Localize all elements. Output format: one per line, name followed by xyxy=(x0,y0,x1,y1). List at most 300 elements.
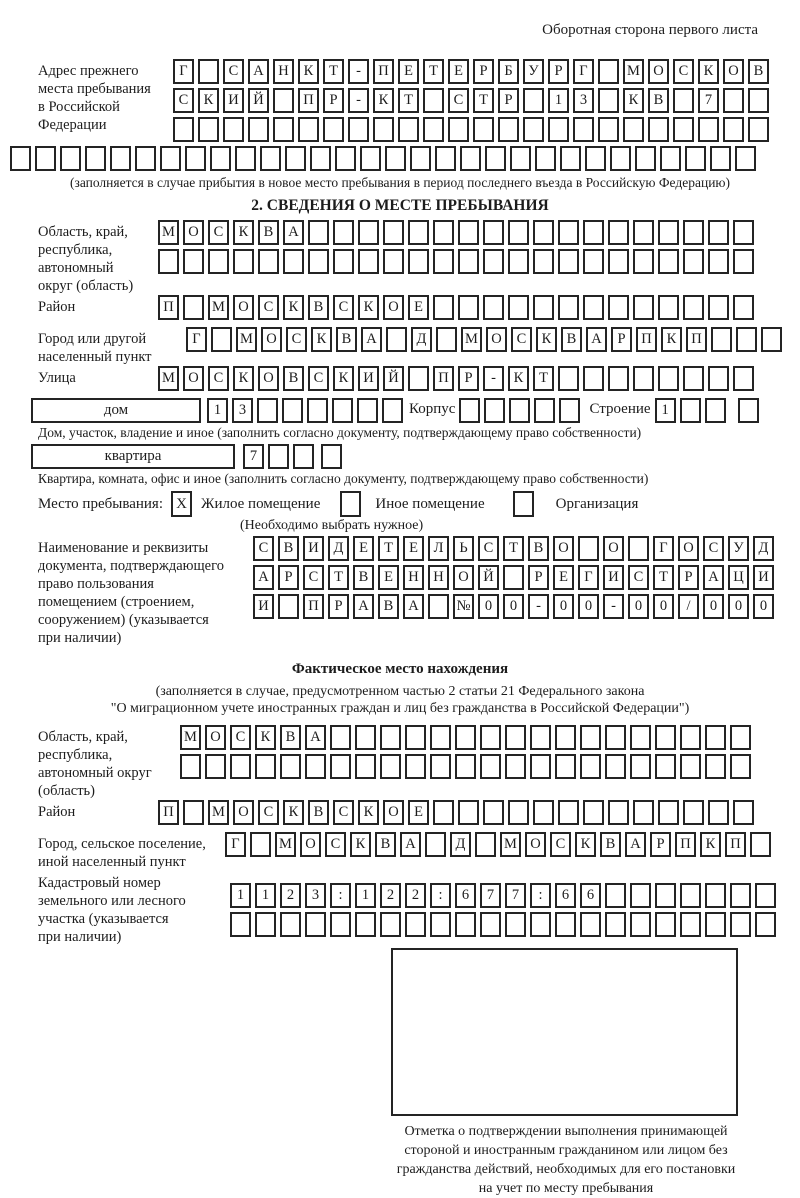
form-cell[interactable]: : xyxy=(530,883,551,908)
form-cell[interactable] xyxy=(605,725,626,750)
form-cell[interactable]: Й xyxy=(478,565,499,590)
form-cell[interactable] xyxy=(598,59,619,84)
form-cell[interactable]: П xyxy=(298,88,319,113)
form-cell[interactable]: Р xyxy=(328,594,349,619)
form-cell[interactable] xyxy=(580,754,601,779)
form-cell[interactable]: Р xyxy=(458,366,479,391)
form-cell[interactable]: К xyxy=(358,800,379,825)
form-cell[interactable]: Ь xyxy=(453,536,474,561)
form-cell[interactable] xyxy=(708,366,729,391)
form-cell[interactable] xyxy=(405,725,426,750)
form-cell[interactable]: 7 xyxy=(505,883,526,908)
form-cell[interactable]: К xyxy=(661,327,682,352)
form-cell[interactable] xyxy=(736,327,757,352)
form-cell[interactable] xyxy=(655,912,676,937)
form-cell[interactable]: С xyxy=(253,536,274,561)
form-cell[interactable]: Е xyxy=(553,565,574,590)
form-cell[interactable]: М xyxy=(180,725,201,750)
form-cell[interactable] xyxy=(673,117,694,142)
form-cell[interactable] xyxy=(330,912,351,937)
form-cell[interactable] xyxy=(183,295,204,320)
form-cell[interactable]: О xyxy=(183,366,204,391)
form-cell[interactable] xyxy=(60,146,81,171)
form-cell[interactable]: К xyxy=(283,295,304,320)
form-cell[interactable] xyxy=(273,88,294,113)
form-cell[interactable]: К xyxy=(333,366,354,391)
form-cell[interactable]: Т xyxy=(503,536,524,561)
form-cell[interactable]: К xyxy=(350,832,371,857)
form-cell[interactable]: К xyxy=(283,800,304,825)
form-cell[interactable]: Е xyxy=(408,295,429,320)
form-cell[interactable] xyxy=(173,117,194,142)
form-cell[interactable] xyxy=(433,295,454,320)
form-cell[interactable]: П xyxy=(686,327,707,352)
form-cell[interactable]: О xyxy=(383,295,404,320)
form-cell[interactable] xyxy=(455,725,476,750)
form-cell[interactable]: В xyxy=(283,366,304,391)
form-cell[interactable]: С xyxy=(258,295,279,320)
form-cell[interactable] xyxy=(505,725,526,750)
form-cell[interactable] xyxy=(685,146,706,171)
form-cell[interactable] xyxy=(598,117,619,142)
form-cell[interactable] xyxy=(710,146,731,171)
form-cell[interactable] xyxy=(483,220,504,245)
form-cell[interactable] xyxy=(530,725,551,750)
form-cell[interactable] xyxy=(310,146,331,171)
form-cell[interactable]: Д xyxy=(328,536,349,561)
form-cell[interactable] xyxy=(580,725,601,750)
form-cell[interactable] xyxy=(509,398,530,423)
form-cell[interactable] xyxy=(428,594,449,619)
form-cell[interactable] xyxy=(630,883,651,908)
form-cell[interactable] xyxy=(628,536,649,561)
form-cell[interactable]: - xyxy=(483,366,504,391)
form-cell[interactable] xyxy=(733,295,754,320)
form-cell[interactable] xyxy=(305,754,326,779)
form-cell[interactable]: 7 xyxy=(480,883,501,908)
form-cell[interactable]: О xyxy=(258,366,279,391)
form-cell[interactable] xyxy=(355,754,376,779)
form-cell[interactable]: К xyxy=(233,220,254,245)
form-cell[interactable] xyxy=(735,146,756,171)
form-cell[interactable] xyxy=(423,88,444,113)
form-cell[interactable] xyxy=(510,146,531,171)
form-cell[interactable] xyxy=(658,220,679,245)
form-cell[interactable] xyxy=(733,249,754,274)
form-cell[interactable]: В xyxy=(258,220,279,245)
form-cell[interactable]: В xyxy=(375,832,396,857)
form-cell[interactable] xyxy=(708,220,729,245)
form-cell[interactable] xyxy=(738,398,759,423)
form-cell[interactable] xyxy=(360,146,381,171)
form-cell[interactable] xyxy=(183,800,204,825)
form-cell[interactable]: Р xyxy=(473,59,494,84)
form-cell[interactable]: П xyxy=(675,832,696,857)
form-cell[interactable]: И xyxy=(303,536,324,561)
form-cell[interactable] xyxy=(750,832,771,857)
form-cell[interactable]: К xyxy=(575,832,596,857)
form-cell[interactable]: С xyxy=(303,565,324,590)
form-cell[interactable] xyxy=(433,249,454,274)
form-cell[interactable] xyxy=(573,117,594,142)
form-cell[interactable]: О xyxy=(648,59,669,84)
form-cell[interactable] xyxy=(223,117,244,142)
form-cell[interactable] xyxy=(635,146,656,171)
form-cell[interactable]: М xyxy=(275,832,296,857)
form-cell[interactable]: А xyxy=(625,832,646,857)
form-cell[interactable]: Н xyxy=(428,565,449,590)
form-cell[interactable] xyxy=(386,327,407,352)
form-cell[interactable] xyxy=(761,327,782,352)
form-cell[interactable]: Л xyxy=(428,536,449,561)
form-cell[interactable]: 0 xyxy=(503,594,524,619)
form-cell[interactable] xyxy=(583,800,604,825)
form-cell[interactable]: К xyxy=(255,725,276,750)
form-cell[interactable]: К xyxy=(698,59,719,84)
form-cell[interactable] xyxy=(623,117,644,142)
form-cell[interactable] xyxy=(283,249,304,274)
form-cell[interactable] xyxy=(708,295,729,320)
form-cell[interactable] xyxy=(505,754,526,779)
form-cell[interactable] xyxy=(733,366,754,391)
form-cell[interactable]: А xyxy=(403,594,424,619)
form-cell[interactable]: К xyxy=(298,59,319,84)
form-cell[interactable] xyxy=(698,117,719,142)
form-cell[interactable]: И xyxy=(358,366,379,391)
form-cell[interactable]: О xyxy=(383,800,404,825)
form-cell[interactable] xyxy=(255,912,276,937)
form-cell[interactable] xyxy=(508,220,529,245)
form-cell[interactable] xyxy=(733,220,754,245)
form-cell[interactable]: О xyxy=(486,327,507,352)
form-cell[interactable] xyxy=(558,220,579,245)
form-cell[interactable]: А xyxy=(353,594,374,619)
form-cell[interactable] xyxy=(608,366,629,391)
form-cell[interactable] xyxy=(558,366,579,391)
stay-type-checkbox-organization[interactable] xyxy=(513,491,534,517)
form-cell[interactable] xyxy=(473,117,494,142)
form-cell[interactable] xyxy=(583,366,604,391)
form-cell[interactable]: А xyxy=(253,565,274,590)
form-cell[interactable] xyxy=(380,725,401,750)
form-cell[interactable] xyxy=(198,59,219,84)
form-cell[interactable]: О xyxy=(183,220,204,245)
form-cell[interactable]: Г xyxy=(186,327,207,352)
form-cell[interactable]: Р xyxy=(323,88,344,113)
form-cell[interactable]: Г xyxy=(173,59,194,84)
form-cell[interactable]: Т xyxy=(398,88,419,113)
form-cell[interactable]: Б xyxy=(498,59,519,84)
form-cell[interactable] xyxy=(655,754,676,779)
form-cell[interactable] xyxy=(183,249,204,274)
form-cell[interactable] xyxy=(285,146,306,171)
form-cell[interactable] xyxy=(475,832,496,857)
form-cell[interactable] xyxy=(533,295,554,320)
form-cell[interactable] xyxy=(480,754,501,779)
form-cell[interactable] xyxy=(423,117,444,142)
form-cell[interactable]: Р xyxy=(528,565,549,590)
form-cell[interactable] xyxy=(330,725,351,750)
form-cell[interactable]: : xyxy=(430,883,451,908)
form-cell[interactable] xyxy=(633,800,654,825)
form-cell[interactable]: С xyxy=(511,327,532,352)
form-cell[interactable] xyxy=(705,398,726,423)
form-cell[interactable]: С xyxy=(325,832,346,857)
form-cell[interactable] xyxy=(458,295,479,320)
form-cell[interactable]: Т xyxy=(328,565,349,590)
form-cell[interactable]: С xyxy=(173,88,194,113)
form-cell[interactable] xyxy=(705,883,726,908)
form-cell[interactable] xyxy=(280,754,301,779)
form-cell[interactable]: П xyxy=(636,327,657,352)
form-cell[interactable]: К xyxy=(358,295,379,320)
form-cell[interactable] xyxy=(683,220,704,245)
form-cell[interactable]: 1 xyxy=(207,398,228,423)
form-cell[interactable]: С xyxy=(673,59,694,84)
form-cell[interactable]: Г xyxy=(653,536,674,561)
form-cell[interactable]: / xyxy=(678,594,699,619)
form-cell[interactable] xyxy=(433,220,454,245)
form-cell[interactable]: 0 xyxy=(478,594,499,619)
form-cell[interactable] xyxy=(211,327,232,352)
form-cell[interactable] xyxy=(398,117,419,142)
form-cell[interactable]: А xyxy=(400,832,421,857)
form-cell[interactable]: А xyxy=(305,725,326,750)
form-cell[interactable] xyxy=(358,220,379,245)
form-cell[interactable] xyxy=(748,117,769,142)
form-cell[interactable]: К xyxy=(311,327,332,352)
form-cell[interactable]: С xyxy=(308,366,329,391)
form-cell[interactable] xyxy=(405,754,426,779)
form-cell[interactable] xyxy=(558,295,579,320)
form-cell[interactable]: С xyxy=(550,832,571,857)
form-cell[interactable]: Р xyxy=(278,565,299,590)
form-cell[interactable] xyxy=(373,117,394,142)
form-cell[interactable] xyxy=(658,295,679,320)
form-cell[interactable]: О xyxy=(553,536,574,561)
form-cell[interactable] xyxy=(180,754,201,779)
form-cell[interactable] xyxy=(185,146,206,171)
form-cell[interactable] xyxy=(430,725,451,750)
form-cell[interactable]: Е xyxy=(353,536,374,561)
form-cell[interactable]: А xyxy=(703,565,724,590)
form-cell[interactable] xyxy=(730,725,751,750)
form-cell[interactable] xyxy=(633,249,654,274)
form-cell[interactable] xyxy=(748,88,769,113)
form-cell[interactable]: № xyxy=(453,594,474,619)
form-cell[interactable] xyxy=(755,883,776,908)
form-cell[interactable] xyxy=(425,832,446,857)
form-cell[interactable]: В xyxy=(648,88,669,113)
form-cell[interactable]: С xyxy=(703,536,724,561)
form-cell[interactable]: 7 xyxy=(243,444,264,469)
form-cell[interactable] xyxy=(711,327,732,352)
form-cell[interactable]: Т xyxy=(323,59,344,84)
form-cell[interactable]: 1 xyxy=(548,88,569,113)
form-cell[interactable]: У xyxy=(728,536,749,561)
form-cell[interactable] xyxy=(508,800,529,825)
form-cell[interactable] xyxy=(585,146,606,171)
form-cell[interactable] xyxy=(680,912,701,937)
form-cell[interactable] xyxy=(408,249,429,274)
form-cell[interactable]: 1 xyxy=(655,398,676,423)
form-cell[interactable]: П xyxy=(158,800,179,825)
form-cell[interactable] xyxy=(198,117,219,142)
form-cell[interactable] xyxy=(282,398,303,423)
form-cell[interactable] xyxy=(430,754,451,779)
form-cell[interactable] xyxy=(508,295,529,320)
form-cell[interactable]: Р xyxy=(678,565,699,590)
form-cell[interactable] xyxy=(235,146,256,171)
form-cell[interactable] xyxy=(630,754,651,779)
form-cell[interactable] xyxy=(705,725,726,750)
form-cell[interactable] xyxy=(533,220,554,245)
form-cell[interactable]: : xyxy=(330,883,351,908)
form-cell[interactable]: 0 xyxy=(703,594,724,619)
form-cell[interactable] xyxy=(383,220,404,245)
form-cell[interactable] xyxy=(448,117,469,142)
form-cell[interactable]: Г xyxy=(573,59,594,84)
form-cell[interactable]: К xyxy=(233,366,254,391)
form-cell[interactable]: Й xyxy=(383,366,404,391)
form-cell[interactable]: 7 xyxy=(698,88,719,113)
form-cell[interactable] xyxy=(555,912,576,937)
form-cell[interactable]: Е xyxy=(378,565,399,590)
form-cell[interactable] xyxy=(523,88,544,113)
form-cell[interactable]: О xyxy=(525,832,546,857)
form-cell[interactable] xyxy=(250,832,271,857)
form-cell[interactable] xyxy=(555,754,576,779)
form-cell[interactable] xyxy=(383,249,404,274)
form-cell[interactable] xyxy=(730,754,751,779)
form-cell[interactable]: А xyxy=(283,220,304,245)
form-cell[interactable]: М xyxy=(623,59,644,84)
form-cell[interactable]: Р xyxy=(650,832,671,857)
form-cell[interactable] xyxy=(583,295,604,320)
form-cell[interactable] xyxy=(680,883,701,908)
form-cell[interactable] xyxy=(307,398,328,423)
form-cell[interactable]: С xyxy=(258,800,279,825)
form-cell[interactable] xyxy=(435,146,456,171)
form-cell[interactable]: 1 xyxy=(255,883,276,908)
form-cell[interactable]: В xyxy=(561,327,582,352)
form-cell[interactable] xyxy=(658,249,679,274)
form-cell[interactable] xyxy=(257,398,278,423)
form-cell[interactable]: К xyxy=(623,88,644,113)
form-cell[interactable]: Г xyxy=(225,832,246,857)
form-cell[interactable]: А xyxy=(248,59,269,84)
form-cell[interactable] xyxy=(380,754,401,779)
form-cell[interactable]: 3 xyxy=(232,398,253,423)
form-cell[interactable] xyxy=(380,912,401,937)
form-cell[interactable] xyxy=(205,754,226,779)
form-cell[interactable] xyxy=(255,754,276,779)
form-cell[interactable]: П xyxy=(303,594,324,619)
form-cell[interactable] xyxy=(480,912,501,937)
form-cell[interactable]: 0 xyxy=(628,594,649,619)
form-cell[interactable]: К xyxy=(373,88,394,113)
form-cell[interactable]: К xyxy=(536,327,557,352)
form-cell[interactable] xyxy=(705,912,726,937)
form-cell[interactable]: С xyxy=(208,220,229,245)
form-cell[interactable] xyxy=(680,725,701,750)
form-cell[interactable] xyxy=(323,117,344,142)
form-cell[interactable]: Т xyxy=(378,536,399,561)
form-cell[interactable]: 6 xyxy=(580,883,601,908)
form-cell[interactable]: 1 xyxy=(355,883,376,908)
form-cell[interactable]: 0 xyxy=(728,594,749,619)
form-cell[interactable] xyxy=(503,565,524,590)
form-cell[interactable] xyxy=(459,398,480,423)
form-cell[interactable] xyxy=(355,912,376,937)
form-cell[interactable]: С xyxy=(333,800,354,825)
form-cell[interactable]: М xyxy=(208,800,229,825)
form-cell[interactable] xyxy=(560,146,581,171)
form-cell[interactable]: О xyxy=(603,536,624,561)
form-cell[interactable] xyxy=(298,117,319,142)
form-cell[interactable] xyxy=(230,754,251,779)
form-cell[interactable] xyxy=(208,249,229,274)
form-cell[interactable] xyxy=(382,398,403,423)
form-cell[interactable] xyxy=(158,249,179,274)
form-cell[interactable] xyxy=(630,725,651,750)
form-cell[interactable]: - xyxy=(603,594,624,619)
form-cell[interactable]: 3 xyxy=(305,883,326,908)
form-cell[interactable] xyxy=(530,912,551,937)
form-cell[interactable]: С xyxy=(223,59,244,84)
form-cell[interactable] xyxy=(484,398,505,423)
form-cell[interactable] xyxy=(633,366,654,391)
form-cell[interactable]: В xyxy=(353,565,374,590)
form-cell[interactable] xyxy=(480,725,501,750)
form-cell[interactable] xyxy=(508,249,529,274)
form-cell[interactable]: 0 xyxy=(578,594,599,619)
form-cell[interactable] xyxy=(135,146,156,171)
form-cell[interactable]: П xyxy=(158,295,179,320)
form-cell[interactable]: П xyxy=(373,59,394,84)
form-cell[interactable] xyxy=(308,220,329,245)
form-cell[interactable]: С xyxy=(230,725,251,750)
form-cell[interactable] xyxy=(348,117,369,142)
form-cell[interactable] xyxy=(385,146,406,171)
form-cell[interactable]: М xyxy=(158,366,179,391)
form-cell[interactable] xyxy=(708,249,729,274)
form-cell[interactable]: Г xyxy=(578,565,599,590)
form-cell[interactable] xyxy=(608,295,629,320)
form-cell[interactable] xyxy=(730,912,751,937)
form-cell[interactable] xyxy=(335,146,356,171)
form-cell[interactable] xyxy=(280,912,301,937)
form-cell[interactable]: 0 xyxy=(553,594,574,619)
form-cell[interactable] xyxy=(633,220,654,245)
form-cell[interactable] xyxy=(10,146,31,171)
form-cell[interactable]: К xyxy=(508,366,529,391)
form-cell[interactable] xyxy=(723,88,744,113)
form-cell[interactable] xyxy=(555,725,576,750)
form-cell[interactable]: О xyxy=(678,536,699,561)
form-cell[interactable]: А xyxy=(586,327,607,352)
form-cell[interactable]: 0 xyxy=(753,594,774,619)
form-cell[interactable] xyxy=(485,146,506,171)
form-cell[interactable] xyxy=(683,249,704,274)
form-cell[interactable]: Е xyxy=(398,59,419,84)
form-cell[interactable]: - xyxy=(348,59,369,84)
form-cell[interactable]: И xyxy=(753,565,774,590)
form-cell[interactable] xyxy=(330,754,351,779)
form-cell[interactable] xyxy=(436,327,457,352)
stay-type-checkbox-other-premises[interactable] xyxy=(340,491,361,517)
form-cell[interactable] xyxy=(305,912,326,937)
